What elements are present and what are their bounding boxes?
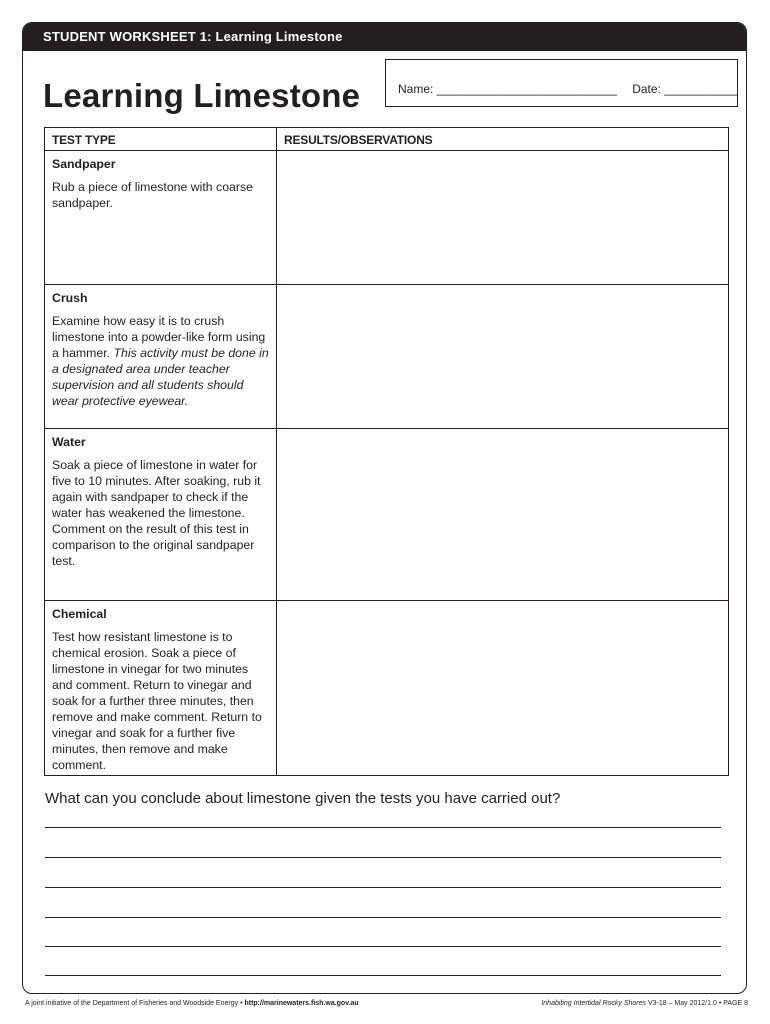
date-field[interactable]: Date: ___________ [632, 82, 738, 96]
answer-line-3[interactable] [45, 887, 721, 888]
footer-left [25, 1000, 359, 1007]
name-field[interactable]: Name: ___________________________ [398, 82, 617, 96]
answer-line-6[interactable] [45, 975, 721, 976]
test-name: Sandpaper [52, 157, 116, 171]
results-cell-sandpaper[interactable] [277, 151, 729, 285]
name-date-box [385, 59, 738, 107]
test-name: Chemical [52, 607, 107, 621]
test-description: Rub a piece of limestone with coarse sandpaper. [52, 180, 253, 210]
worksheet-banner: STUDENT WORKSHEET 1: Learning Limestone [23, 23, 746, 51]
column-header-results: RESULTS/OBSERVATIONS [277, 128, 729, 151]
column-header-test-type: TEST TYPE [45, 128, 277, 151]
table-row-sandpaper [45, 151, 729, 285]
answer-line-4[interactable] [45, 917, 721, 918]
footer-separator: • [240, 1000, 243, 1007]
test-name: Crush [52, 291, 88, 305]
test-description: Test how resistant limestone is to chemical erosion. Soak a piece of limestone in vinegar for two minutes and comment. Return to vinegar and soak for a further three minutes, then remove and make comment. Return to vinegar and soak for a further five minutes, then remove and make comment. [52, 630, 262, 772]
test-cell-crush [45, 285, 277, 429]
answer-line-1[interactable] [45, 827, 721, 828]
test-cell-sandpaper [45, 151, 277, 285]
footer-version: V3-18 – May 2012/1.0 [647, 1000, 717, 1007]
table-header-row [45, 128, 729, 151]
footer-publication-title: Inhabiting Intertidal Rocky Shores [541, 1000, 647, 1007]
table-row-chemical [45, 601, 729, 776]
results-cell-chemical[interactable] [277, 601, 729, 776]
results-cell-crush[interactable] [277, 285, 729, 429]
footer-url-link[interactable]: http://marinewaters.fish.wa.gov.au [244, 1000, 359, 1007]
test-cell-water [45, 429, 277, 601]
test-description-text: Examine how easy it is to crush limestone into a powder-like form using a hammer. [52, 314, 266, 360]
test-name: Water [52, 435, 86, 449]
table-row-crush [45, 285, 729, 429]
page-title: Learning Limestone [43, 77, 361, 114]
results-cell-water[interactable] [277, 429, 729, 601]
answer-line-5[interactable] [45, 946, 721, 947]
footer-right [541, 1000, 748, 1007]
worksheet-frame [22, 22, 747, 994]
answer-line-2[interactable] [45, 857, 721, 858]
footer-separator: • [718, 1000, 722, 1007]
test-description: Soak a piece of limestone in water for five to 10 minutes. After soaking, rub it again with sandpaper to check if the water has weakened the limestone. Comment on the result of this test in comparison to the original sandpaper test. [52, 458, 261, 568]
observation-table [44, 127, 729, 776]
test-cell-chemical [45, 601, 277, 776]
safety-note: This activity must be done in a designated area under teacher supervision and all students should wear protective eyewear. [52, 346, 269, 408]
conclusion-question: What can you conclude about limestone given the tests you have carried out? [45, 790, 561, 807]
footer-credit: A joint initiative of the Department of Fisheries and Woodside Energy [25, 1000, 239, 1007]
test-description [52, 313, 269, 409]
table-row-water [45, 429, 729, 601]
footer-page-number: PAGE 8 [723, 1000, 748, 1007]
